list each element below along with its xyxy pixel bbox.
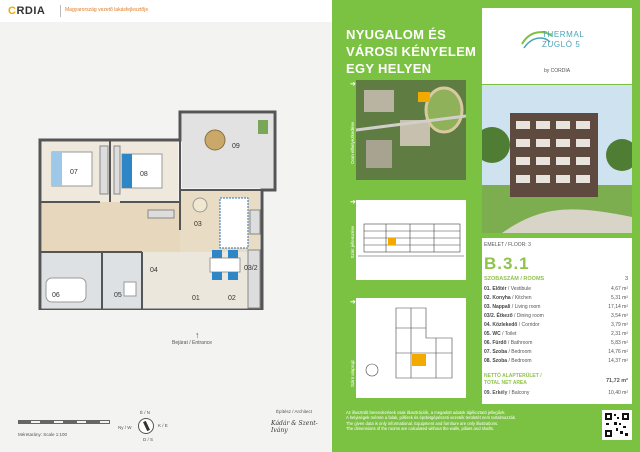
architect-label: Építész / Architect bbox=[276, 409, 313, 414]
compass-west: Ny / W bbox=[118, 425, 132, 430]
aerial-site-photo bbox=[356, 80, 466, 180]
room-row: 06. Fürdő / Bathroom 5,83 m² bbox=[484, 340, 628, 346]
rooms-count: 3 bbox=[624, 276, 628, 282]
strip-label-location: Dom elhelyezkedése bbox=[350, 122, 355, 164]
unit-id: B.3.1 bbox=[484, 254, 530, 273]
tagline: Magyarország vezető lakásfejlesztője bbox=[65, 7, 149, 13]
rooms-heading: SZOBASZÁM / ROOMS bbox=[484, 276, 545, 282]
room-row: 01. Előtér / Vestibule 4,67 m² bbox=[484, 286, 628, 292]
cordia-logo[interactable]: CRDIA bbox=[8, 5, 46, 17]
compass-east: K / E bbox=[158, 423, 168, 428]
compass-south: D / S bbox=[143, 437, 154, 442]
room-row: 05. WC / Toilet 2,31 m² bbox=[484, 331, 628, 337]
room-label: 06 bbox=[52, 292, 60, 299]
room-label: 05 bbox=[114, 292, 122, 299]
net-area-value: 71,72 m² bbox=[605, 378, 628, 384]
room-row: 02. Konyha / Kitchen 5,31 m² bbox=[484, 295, 628, 301]
thermal-zuglo-logo bbox=[482, 8, 632, 84]
building-render-photo bbox=[482, 85, 632, 233]
compass-north: É / N bbox=[140, 410, 151, 415]
brand-by: by CORDIA bbox=[543, 68, 571, 74]
room-label: 08 bbox=[140, 171, 148, 178]
unit-spec-card bbox=[482, 238, 632, 404]
divider bbox=[60, 5, 61, 17]
arrow-right-icon: ➔ bbox=[350, 299, 356, 306]
brand-line2: ZUGLÓ 5 bbox=[542, 40, 581, 49]
balcony-row: 09. Erkély / Balcony 10,40 m² bbox=[484, 390, 628, 396]
floor-label: EMELET / FLOOR: 3 bbox=[484, 242, 531, 248]
brand-line1: THERMAL bbox=[542, 30, 585, 39]
architect-logo: Kádár & Szent-Ivány bbox=[271, 420, 318, 434]
qr-code-icon[interactable] bbox=[602, 410, 632, 440]
scale-label: Méretarány: Scale 1:100 bbox=[18, 432, 68, 437]
room-row: 03. Nappali / Living room 17,14 m² bbox=[484, 304, 628, 310]
strip-label-plan: Szint alaprajz bbox=[350, 360, 355, 388]
scale-bar bbox=[18, 420, 110, 424]
room-label: 03/2 bbox=[244, 265, 258, 272]
net-area-heading: NETTÓ ALAPTERÜLET / TOTAL NET AREA bbox=[484, 373, 542, 386]
room-label: 07 bbox=[70, 169, 78, 176]
room-label: 04 bbox=[150, 267, 158, 274]
room-label: 02 bbox=[228, 295, 236, 302]
room-row: 04. Közlekedő / Corridor 3,79 m² bbox=[484, 322, 628, 328]
disclaimer-text: Az illusztrált berendezések csak illusztrációk, a megadott adatok tájékoztató jellegűek. A helyiségek mérete a falak, pillérek és épületgépészeti vezeték területét nem tartalmazzák. The given data is only informational. Equipment and furniture are only illustrations. The dimensions of the rooms are calculated without the walls, pillars and shafts. bbox=[346, 410, 517, 432]
arrow-right-icon: ➔ bbox=[350, 199, 356, 206]
compass-icon bbox=[138, 418, 154, 434]
headline: NYUGALOM ÉS VÁROSI KÉNYELEM EGY HELYEN bbox=[346, 27, 477, 76]
arrow-right-icon: ➔ bbox=[350, 81, 356, 88]
info-panel bbox=[332, 0, 640, 452]
apartment-floor-plan bbox=[30, 110, 285, 310]
strip-label-level: Szint jellemzése bbox=[350, 226, 355, 259]
site-section-drawing bbox=[356, 200, 466, 280]
header-bar bbox=[0, 0, 332, 22]
room-label: 01 bbox=[192, 295, 200, 302]
entrance-arrow-icon: ↑ bbox=[195, 330, 200, 340]
room-row: 07. Szoba / Bedroom 14,76 m² bbox=[484, 349, 628, 355]
room-row: 08. Szoba / Bedroom 14,37 m² bbox=[484, 358, 628, 364]
level-plan-drawing bbox=[356, 298, 466, 398]
room-row: 03/2. Étkező / Dining room 3,54 m² bbox=[484, 313, 628, 319]
room-label: 03 bbox=[194, 221, 202, 228]
entrance-label: Bejárat / Entrance bbox=[172, 340, 213, 346]
room-label: 09 bbox=[232, 143, 240, 150]
